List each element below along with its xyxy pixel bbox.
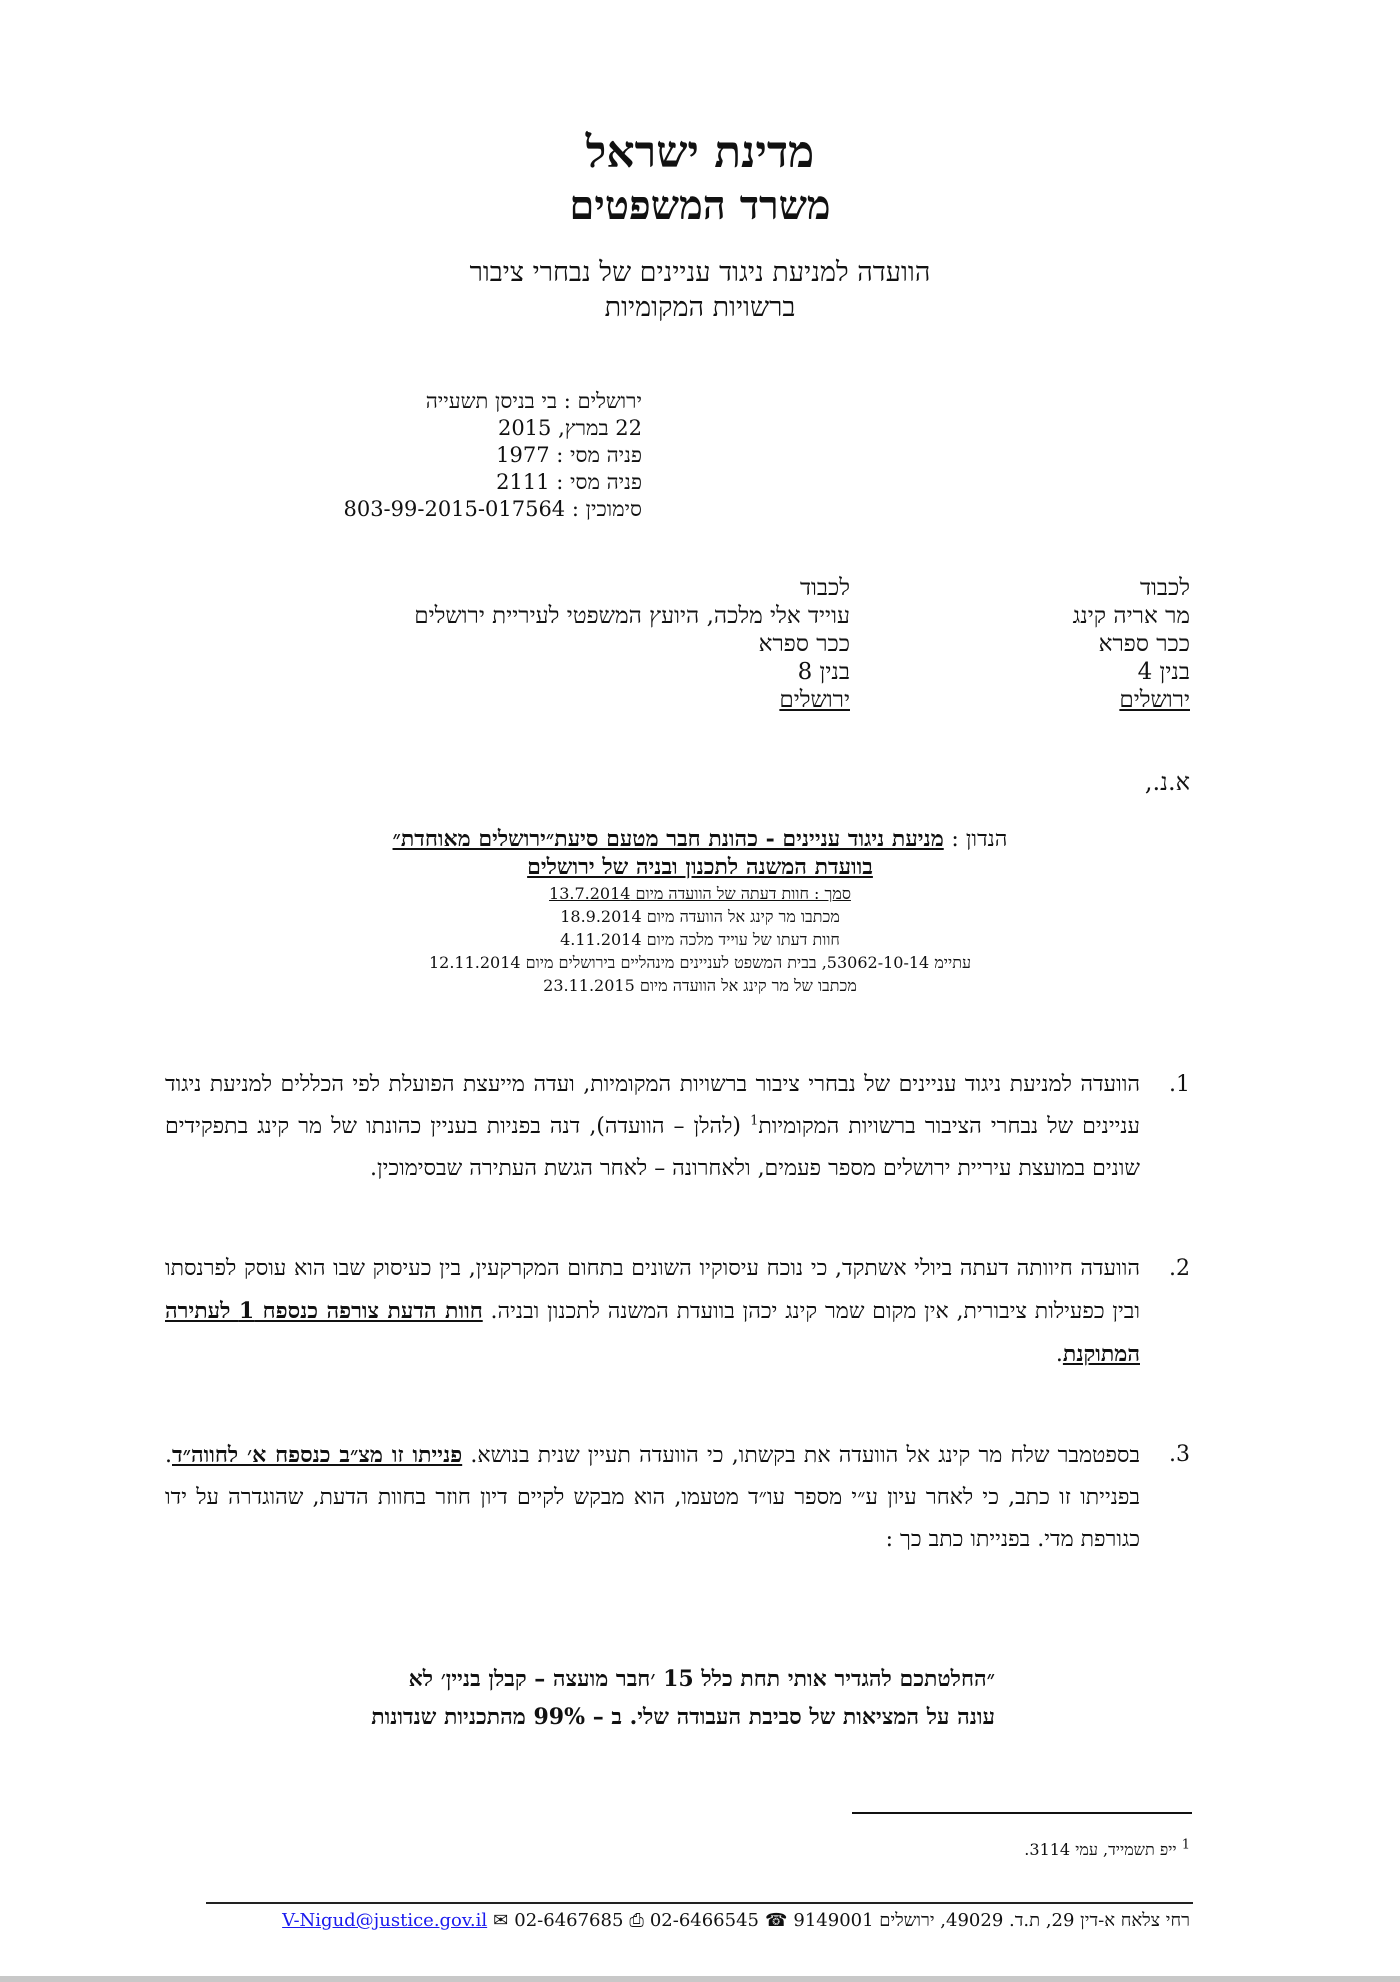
subject-title: מניעת ניגוד עניינים - כהונת חבר מטעם סיעת״ירושלים מאוחדת״ xyxy=(392,826,944,852)
footer-email-link[interactable]: V-Nigud@justice.gov.il xyxy=(282,1910,488,1931)
reference-number-1: פניה מסי : 1977 xyxy=(496,443,642,467)
subject-block xyxy=(0,826,1400,997)
quote-line: ״החלטתכם להגדיר אותי תחת כלל 15 ׳חבר מועצה – קבלן בניין׳ לא xyxy=(408,1666,995,1692)
gregorian-date: 22 במרץ, 2015 xyxy=(497,416,642,440)
file-reference: סימוכין : 803-99-2015-017564 xyxy=(343,497,642,521)
footer-separator xyxy=(206,1902,1193,1904)
reference-item: חוות דעתו של עוייד מלכה מיום 4.11.2014 xyxy=(560,930,840,949)
recipient-street: ככר ספרא xyxy=(758,631,850,657)
footnote-separator xyxy=(852,1812,1192,1814)
phone-icon: ☎ xyxy=(764,1910,788,1931)
recipient-malka xyxy=(414,574,850,714)
paragraph-number: 2. xyxy=(1169,1256,1190,1281)
recipient-city: ירושלים xyxy=(1119,687,1190,713)
paragraph-1 xyxy=(165,1064,1190,1190)
paragraph-text xyxy=(165,1248,1140,1376)
reference-item: מכתבו של מר קינג אל הוועדה מיום 23.11.2015 xyxy=(543,976,857,995)
recipient-street: ככר ספרא xyxy=(1098,631,1190,657)
recipient-king xyxy=(1073,574,1190,714)
subject-line-1 xyxy=(0,826,1400,852)
recipient-honor: לכבוד xyxy=(1139,575,1190,601)
subject-references xyxy=(0,882,1400,997)
footer-fax: 02-6467685 xyxy=(514,1910,624,1931)
mail-icon: ✉ xyxy=(493,1910,509,1931)
paragraph-text-part: הוועדה למניעת ניגוד עניינים של נבחרי ציבור ברשויות המקומיות, ועדה מייעצת הפועלת לפי הכללים למניעת ניגוד עניינים של נבחרי הציבור ברשויות המקומיות xyxy=(165,1072,1140,1139)
paragraph-text-part: הוועדה חיוותה דעתה ביולי אשתקד, כי נוכח עיסוקיו השונים בתחום המקרקעין, בין כעיסוק שבו הוא עוסק לפרנסתו ובין כפעילות ציבורית, אין מקום שמר קינג יכהן בוועדת המשנה לתכנון ובניה. xyxy=(165,1256,1140,1324)
paragraph-text-part: (להלן – הוועדה), דנה בפניות בעניין כהונתו של מר קינג בתפקידים שונים במועצת עיריית ירושלים מספר פעמים, ולאחרונה – לאחר הגשת העתירה שבסימוכין. xyxy=(165,1114,1140,1181)
reference-number-2: פניה מסי : 2111 xyxy=(496,470,642,494)
footer xyxy=(282,1910,1190,1931)
annex-reference: פנייתו זו מצ״ב כנספח א׳ לחווה״ד xyxy=(172,1442,463,1468)
committee-line-2: ברשויות המקומיות xyxy=(604,291,796,323)
reference-item: עתיימ 53062-10-14, בבית המשפט לעניינים מינהליים בירושלים מיום 12.11.2014 xyxy=(428,953,972,972)
paragraph-3 xyxy=(165,1434,1190,1561)
recipient-honor: לכבוד xyxy=(799,575,850,601)
subject-prefix: הנדון : xyxy=(951,827,1008,852)
subject-line-2: בוועדת המשנה לתכנון ובניה של ירושלים xyxy=(527,854,873,880)
recipient-building: בנין 4 xyxy=(1137,659,1190,685)
recipient-building: בנין 8 xyxy=(797,659,850,685)
footer-address: רחי צלאח א-דין 29, ת.ד. 49029, ירושלים 9149001 xyxy=(793,1910,1190,1931)
state-title: מדינת ישראל xyxy=(585,127,815,178)
footnote-text: ייפ תשמייד, עמי 3114. xyxy=(1024,1840,1177,1859)
recipient-name: מר אריה קינג xyxy=(1072,603,1190,629)
greeting: א.נ., xyxy=(1144,768,1190,796)
quote-line: עונה על המציאות של סביבת העבודה שלי. ב – 99% מהתכניות שנדונות xyxy=(371,1704,995,1730)
hebrew-date: ירושלים : בי בניסן תשעייה xyxy=(425,389,642,413)
paragraph-text xyxy=(165,1064,1140,1190)
ministry-title: משרד המשפטים xyxy=(569,181,831,229)
paragraph-number: 1. xyxy=(1169,1072,1190,1097)
footer-phone: 02-6466545 xyxy=(649,1910,759,1931)
paragraph-2 xyxy=(165,1248,1190,1376)
recipient-city: ירושלים xyxy=(779,687,850,713)
paragraph-text-part: . בפנייתו זו כתב, כי לאחר עיון ע״י מספר עו״ד מטעמו, הוא מבקש לקיים דיון חוזר בחוות הדעת, שהוגדרה על ידו כגורפת מדי. בפנייתו כתב כך : xyxy=(165,1443,1140,1552)
paragraph-text-part: . xyxy=(1055,1342,1063,1367)
reference-item: מכתבו מר קינג אל הוועדה מיום 18.9.2014 xyxy=(560,907,840,926)
committee-name xyxy=(0,255,1400,325)
fax-icon: ⎙ xyxy=(629,1910,644,1931)
committee-line-1: הוועדה למניעת ניגוד עניינים של נבחרי ציבור xyxy=(469,256,931,288)
footnote xyxy=(1024,1837,1190,1860)
footnote-mark: 1 xyxy=(1181,1837,1190,1853)
letter-meta xyxy=(222,388,642,523)
reference-item: סמך : חוות דעתה של הוועדה מיום 13.7.2014 xyxy=(549,884,851,903)
viewer-bottom-edge xyxy=(0,1976,1400,1982)
letter-body xyxy=(165,1064,1190,1619)
paragraph-text xyxy=(165,1434,1140,1561)
recipient-name: עוייד אלי מלכה, היועץ המשפטי לעיריית ירושלים xyxy=(414,603,850,629)
footnote-reference[interactable]: 1 xyxy=(750,1113,759,1129)
paragraph-number: 3. xyxy=(1169,1442,1190,1467)
letterhead xyxy=(0,128,1400,325)
block-quote xyxy=(265,1660,995,1736)
paragraph-text-part: בספטמבר שלח מר קינג אל הוועדה את בקשתו, כי הוועדה תעיין שנית בנושא. xyxy=(462,1443,1140,1468)
annex-reference: חוות הדעת צורפה כנספח 1 לעתירה המתוקנת xyxy=(165,1298,1140,1367)
